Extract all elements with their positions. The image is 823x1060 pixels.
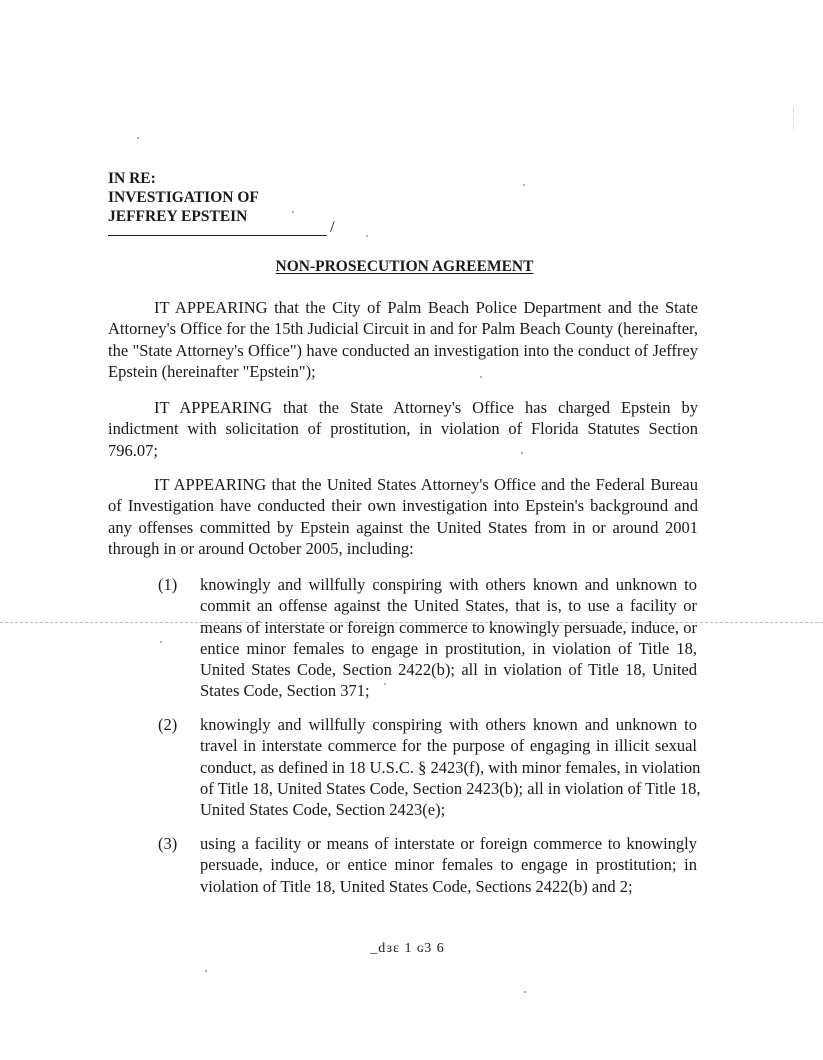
caption-line-1: IN RE:	[108, 170, 156, 187]
paragraph-line: IT APPEARING that the City of Palm Beach Police Department and the State	[154, 298, 698, 317]
paragraph-line: of Investigation have conducted their own investigation into Epstein's background and	[108, 496, 698, 516]
list-item-line: commit an offense against the United States, that is, to use a facility or	[200, 596, 697, 616]
scan-speck	[205, 970, 207, 972]
scan-speck	[384, 683, 386, 685]
list-item-body	[200, 714, 701, 820]
list-item-number: (1)	[158, 575, 178, 594]
list-item-line: United States Code, Section 2423(e);	[200, 800, 446, 820]
page-footer-wrap	[0, 941, 823, 957]
list-item-line: conduct, as defined in 18 U.S.C. § 2423(f), with minor females, in violation	[200, 757, 701, 777]
scan-speck	[523, 184, 525, 186]
scan-speck	[292, 211, 294, 213]
paragraph-line: the "State Attorney's Office") have conducted an investigation into the conduct of Jeffrey	[108, 340, 698, 360]
caption-slash: /	[330, 217, 335, 236]
list-item-body	[200, 574, 697, 702]
paragraph-line: Attorney's Office for the 15th Judicial Circuit in and for Palm Beach County (hereinafter,	[108, 319, 698, 339]
scan-speck	[160, 641, 162, 643]
list-item-line: violation of Title 18, United States Code, Sections 2422(b) and 2;	[200, 876, 633, 896]
paragraph-line: Epstein (hereinafter "Epstein");	[108, 361, 316, 381]
paragraph-1	[108, 297, 698, 382]
paragraph-3	[108, 474, 698, 559]
document-title: NON-PROSECUTION AGREEMENT	[275, 258, 534, 275]
scan-speck	[137, 137, 139, 139]
list-item-number: (3)	[158, 834, 178, 853]
scan-edge-mark	[793, 108, 797, 130]
list-item-line: means of interstate or foreign commerce to knowingly persuade, induce, or	[200, 617, 697, 637]
document-title-wrap	[0, 258, 823, 276]
scan-speck	[521, 452, 523, 454]
case-caption	[108, 169, 259, 226]
scan-speck	[366, 235, 368, 237]
caption-underline	[108, 235, 327, 236]
scan-speck	[480, 376, 482, 378]
paragraph-line: IT APPEARING that the United States Attorney's Office and the Federal Bureau	[154, 475, 698, 494]
list-item-body	[200, 833, 697, 897]
list-item-line: entice minor females to engage in prostitution, in violation of Title 18,	[200, 638, 697, 658]
caption-line-3: JEFFREY EPSTEIN	[108, 208, 248, 225]
paragraph-line: indictment with solicitation of prostitution, in violation of Florida Statutes Section	[108, 419, 698, 439]
page-footer-stamp: _dɜɛ 1 ɢ3 6	[370, 941, 445, 956]
list-item-line: United States Code, Section 2422(b); all in violation of Title 18, United	[200, 660, 697, 680]
list-item-line: using a facility or means of interstate or foreign commerce to knowingly	[200, 834, 697, 853]
list-item-line: of Title 18, United States Code, Section 2423(b); all in violation of Title 18,	[200, 778, 701, 798]
list-item-line: persuade, induce, or entice minor females to engage in prostitution; in	[200, 855, 697, 875]
paragraph-2	[108, 397, 698, 461]
paragraph-line: any offenses committed by Epstein against the United States from in or around 2001	[108, 517, 698, 537]
paragraph-line: IT APPEARING that the State Attorney's Office has charged Epstein by	[154, 398, 698, 417]
paragraph-line: through in or around October 2005, including:	[108, 538, 414, 558]
caption-line-2: INVESTIGATION OF	[108, 189, 259, 206]
list-item-line: States Code, Section 371;	[200, 681, 370, 701]
paragraph-line: 796.07;	[108, 440, 158, 460]
list-item-line: knowingly and willfully conspiring with others known and unknown to	[200, 575, 697, 594]
list-item-number: (2)	[158, 715, 178, 734]
list-item-line: travel in interstate commerce for the purpose of engaging in illicit sexual	[200, 736, 697, 756]
list-item-line: knowingly and willfully conspiring with others known and unknown to	[200, 715, 697, 734]
scan-speck	[524, 991, 526, 993]
